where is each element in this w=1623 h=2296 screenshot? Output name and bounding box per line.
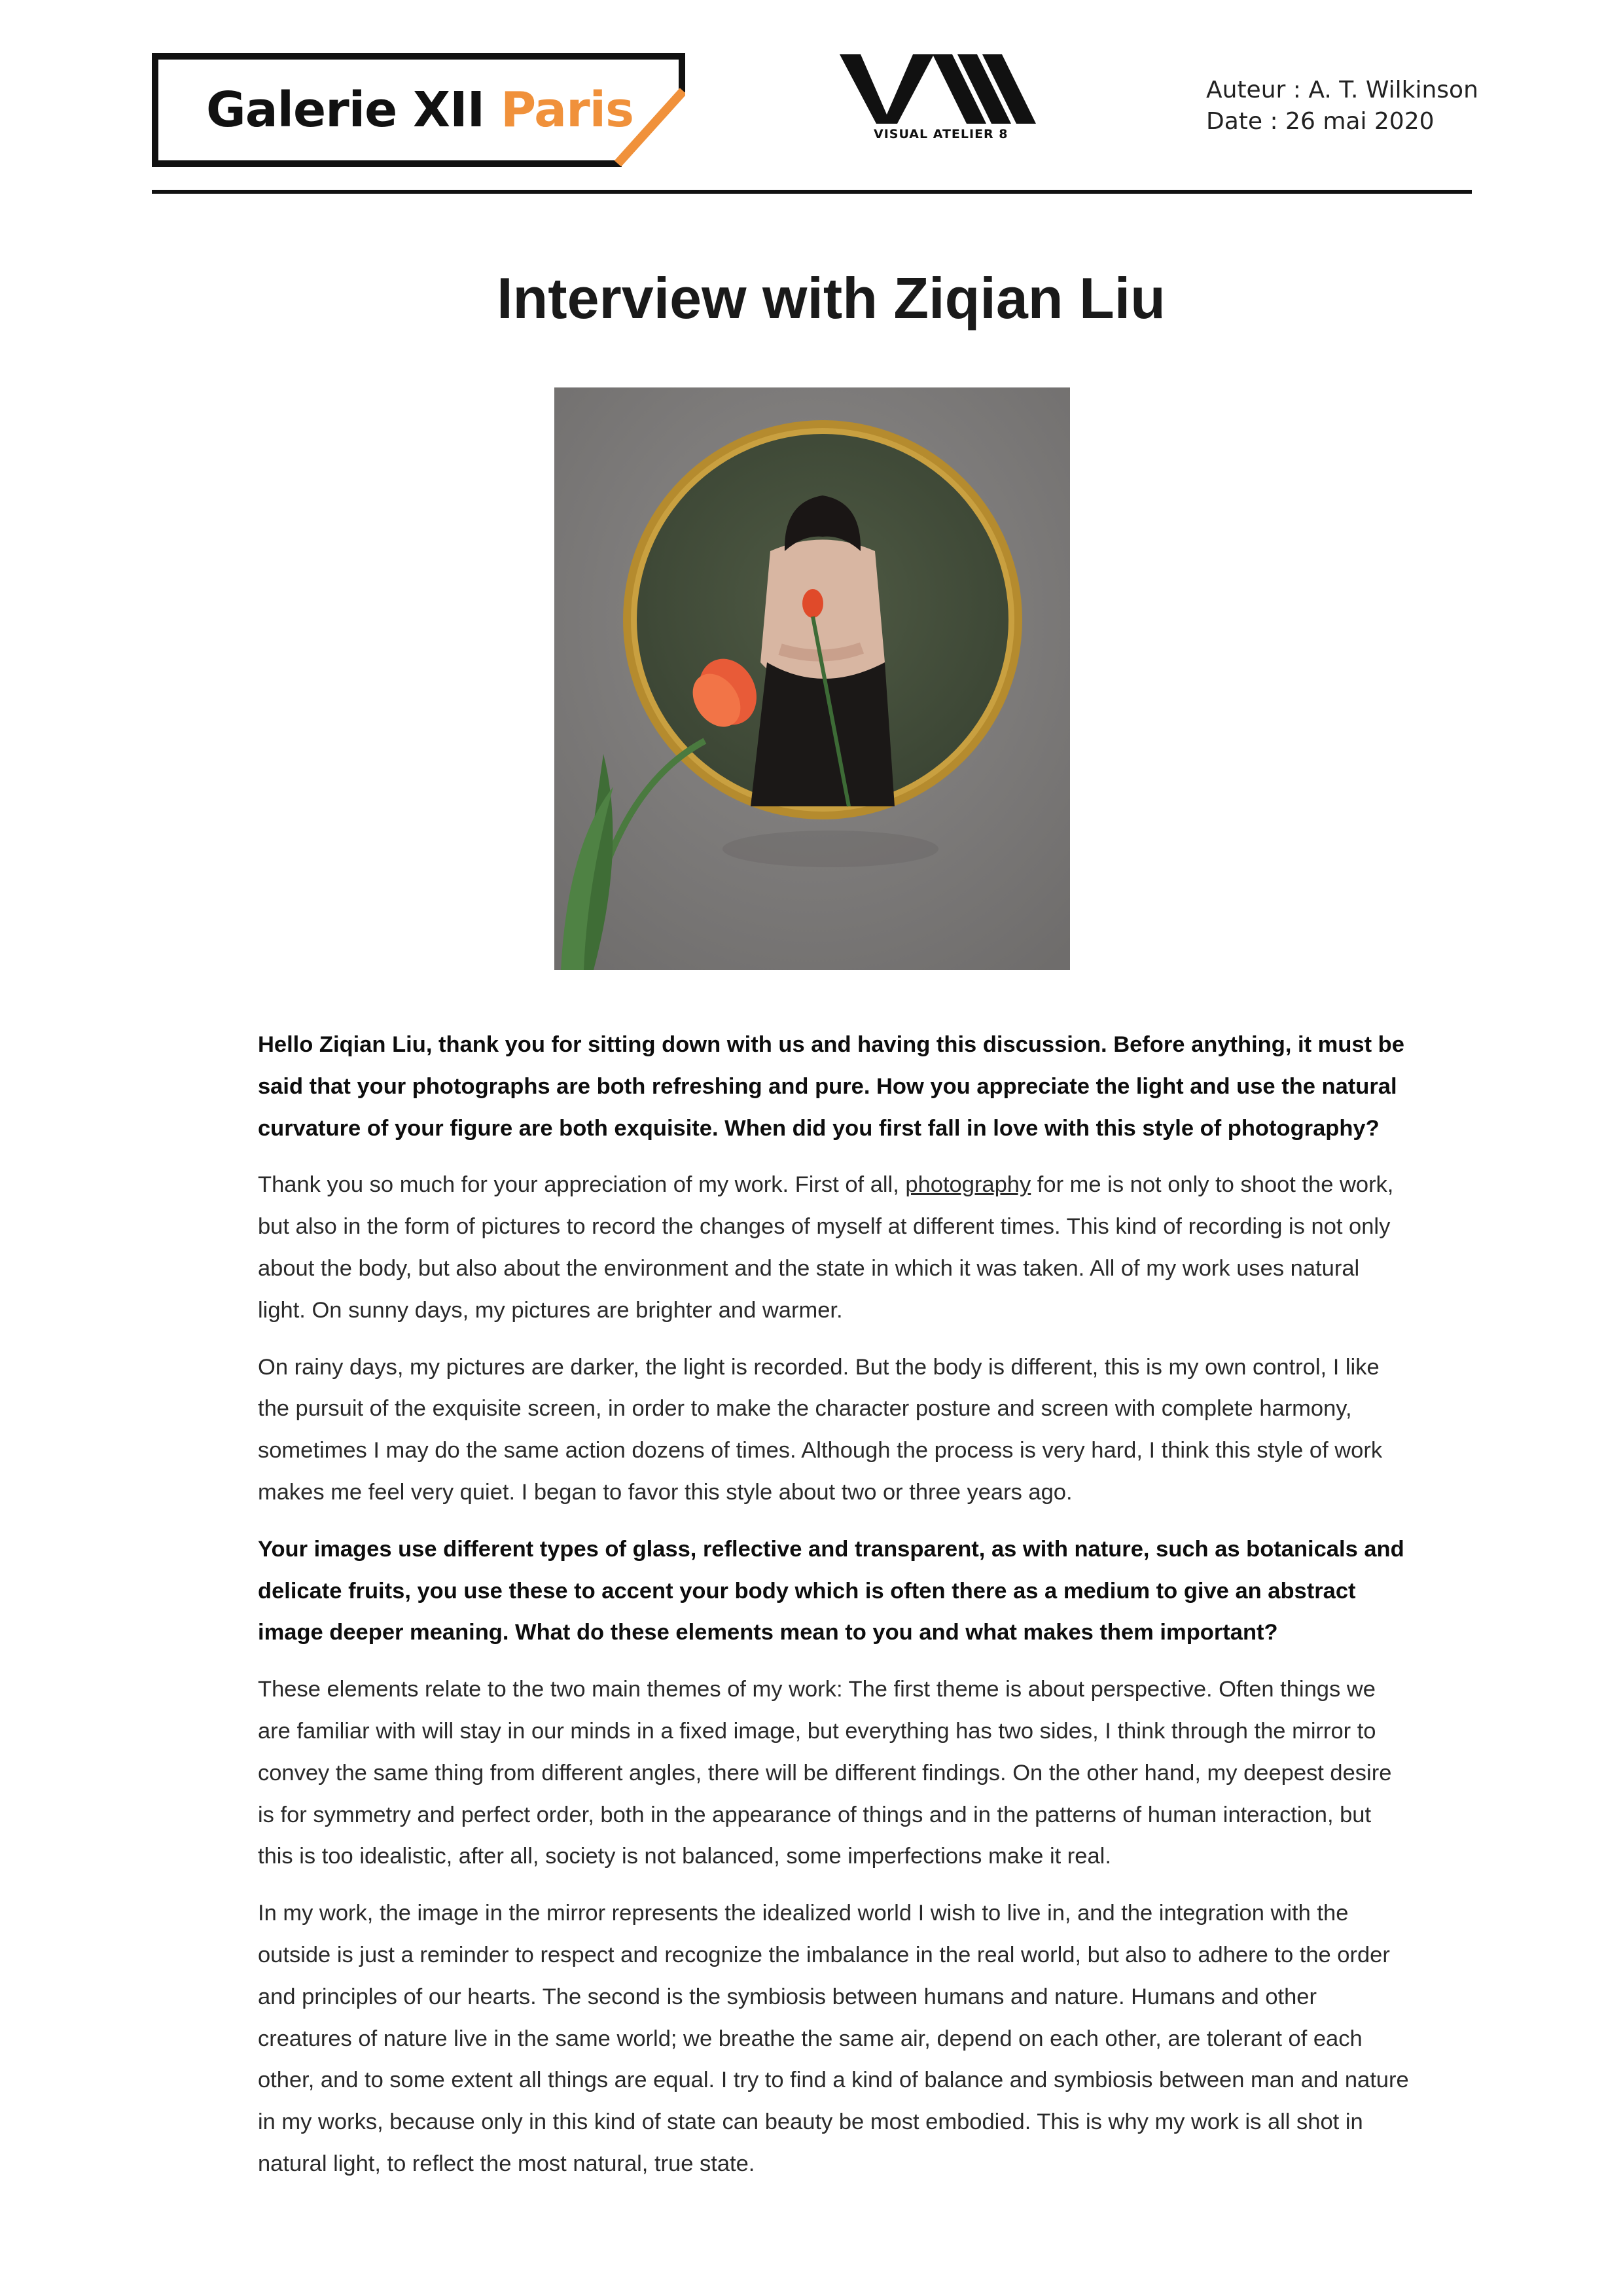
answer-1-start: Thank you so much for your appreciation of my work. First of all, <box>258 1172 906 1198</box>
photography-link[interactable]: photography <box>905 1172 1031 1198</box>
answer-2: On rainy days, my pictures are darker, the light is recorded. But the body is different, this is my own control, I like the pursuit of the exquisite screen, in order to make the character posture and screen with complete harmony, sometimes I may do the same action dozens of times. Although the process is very hard, I think this style of work makes me feel very quiet. I began to favor this style about two or three years ago. <box>258 1354 1383 1505</box>
author-line: Auteur : A. T. Wilkinson <box>1206 77 1478 103</box>
answer-1 <box>258 1164 1410 1331</box>
document-meta <box>1206 75 1478 137</box>
logo-accent-text: Paris <box>500 82 634 138</box>
article-photo <box>554 387 1070 970</box>
date-line: Date : 26 mai 2020 <box>1206 108 1435 135</box>
header-divider <box>152 190 1472 194</box>
question-2: Your images use different types of glass, reflective and transparent, as with nature, such as botanicals and delicate fruits, you use these to accent your body which is often there as a medium to give an abstract image deeper meaning. What do these elements mean to you and what makes them important? <box>258 1536 1404 1645</box>
answer-3: These elements relate to the two main themes of my work: The first theme is about perspective. Often things we are familiar with will stay in our minds in a fixed image, but everything has two sides, I think through the mirror to convey the same thing from different angles, there will be different findings. On the other hand, my deepest desire is for symmetry and perfect order, both in the appearance of things and in the patterns of human interaction, but this is too idealistic, after all, society is not balanced, some imperfections make it real. <box>258 1677 1392 1869</box>
galerie-logo <box>152 53 685 168</box>
logo-wordmark <box>206 82 633 138</box>
answer-1-end: for me is not only to shoot the work, but also in the form of pictures to record the changes of myself at different times. This kind of recording is not only about the body, but also about the environment and the state in which it was taken. All of my work uses natural light. On sunny days, my pictures are brighter and warmer. <box>258 1172 1394 1323</box>
article-body <box>258 1024 1410 2200</box>
logo-main-text: Galerie XII <box>206 82 485 138</box>
mark-caption: VISUAL ATELIER 8 <box>874 127 1008 141</box>
question-1: Hello Ziqian Liu, thank you for sitting down with us and having this discussion. Before anything, it must be said that your photographs are both refreshing and pure. How you appreciate the light and use the natural curvature of your figure are both exquisite. When did you first fall in love with this style of photography? <box>258 1032 1404 1141</box>
article-title: Interview with Ziqian Liu <box>497 266 1166 331</box>
answer-4: In my work, the image in the mirror represents the idealized world I wish to live in, and the integration with the outside is just a reminder to respect and recognize the imbalance in the real world, but also to adhere to the order and principles of our hearts. The second is the symbiosis between humans and nature. Humans and other creatures of nature live in the same world; we breathe the same air, depend on each other, are tolerant of each other, and to some extent all things are equal. I try to find a kind of balance and symbiosis between man and nature in my works, because only in this kind of state can beauty be most embodied. This is why my work is all shot in natural light, to reflect the most natural, true state. <box>258 1901 1409 2176</box>
